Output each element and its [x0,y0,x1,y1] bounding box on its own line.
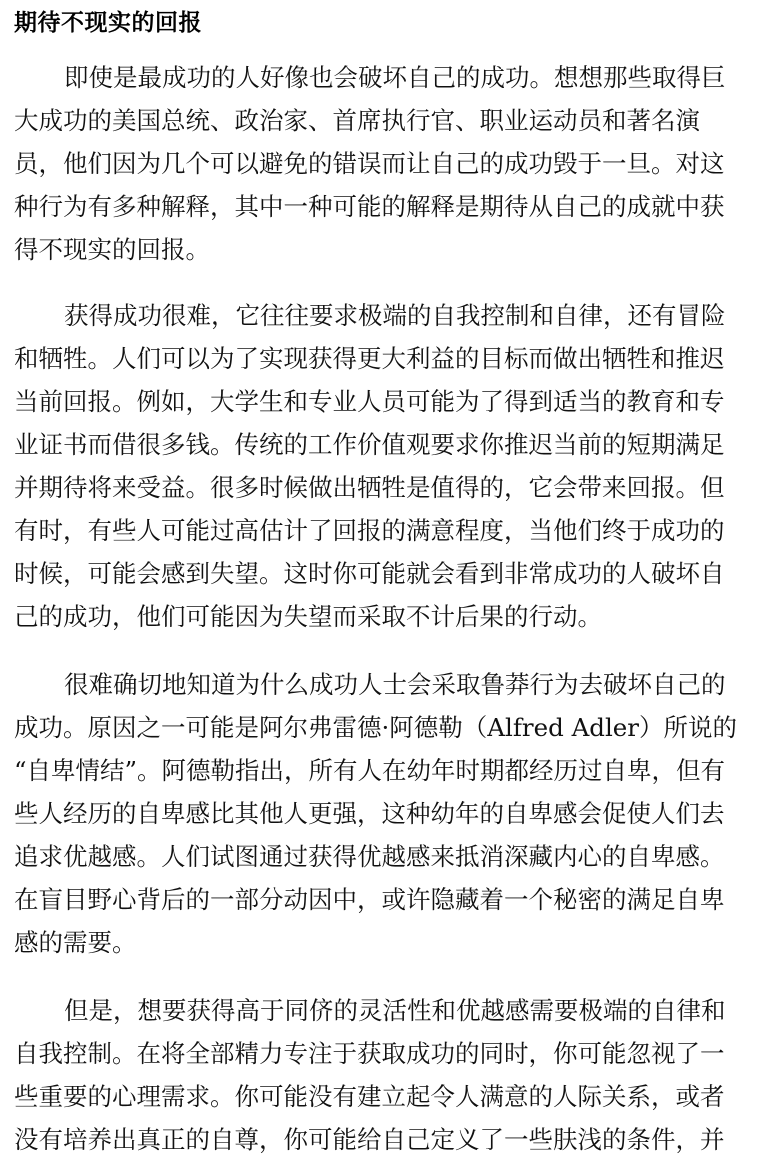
text-line: “自卑情结”。阿德勒指出，所有人在幼年时期都经历过自卑，但有 [14,756,726,785]
text-line: 即使是最成功的人好像也会破坏自己的成功。想想那些取得巨 [64,63,726,92]
text-line: 有时，有些人可能过高估计了回报的满意程度，当他们终于成功的 [14,516,725,545]
text-line: 在盲目野心背后的一部分动因中，或许隐藏着一个秘密的满足自卑 [14,885,725,914]
text-line: 很难确切地知道为什么成功人士会采取鲁莽行为去破坏自己的 [64,670,726,699]
paragraph-3 [14,663,750,964]
paragraph-1 [14,56,750,271]
text-line: 没有培养出真正的自尊，你可能给自己定义了一些肤浅的条件，并 [14,1125,725,1154]
text-line: 感的需要。 [14,928,137,957]
text-line: 获得成功很难，它往往要求极端的自我控制和自律，还有冒险 [64,301,726,330]
text-line: 成功。原因之一可能是阿尔弗雷德·阿德勒（Alfred Adler）所说的 [14,713,737,742]
text-line: 追求优越感。人们试图通过获得优越感来抵消深藏内心的自卑感。 [14,842,725,871]
text-line: 些重要的心理需求。你可能没有建立起令人满意的人际关系，或者 [14,1082,725,1111]
text-line: 时候，可能会感到失望。这时你可能就会看到非常成功的人破坏自 [14,559,725,588]
text-line: 己的成功，他们可能因为失望而采取不计后果的行动。 [14,602,602,631]
text-line: 业证书而借很多钱。传统的工作价值观要求你推迟当前的短期满足 [14,430,725,459]
text-line: 和牺牲。人们可以为了实现获得更大利益的目标而做出牺牲和推迟 [14,344,725,373]
text-line: 些人经历的自卑感比其他人更强，这种幼年的自卑感会促使人们去 [14,799,725,828]
text-line: 员，他们因为几个可以避免的错误而让自己的成功毁于一旦。对这 [14,149,725,178]
text-line: 得不现实的回报。 [14,235,210,264]
text-line: 种行为有多种解释，其中一种可能的解释是期待从自己的成就中获 [14,192,725,221]
section-title: 期待不现实的回报 [14,10,202,36]
text-line: 大成功的美国总统、政治家、首席执行官、职业运动员和著名演 [14,106,700,135]
text-line: 自我控制。在将全部精力专注于获取成功的同时，你可能忽视了一 [14,1039,725,1068]
text-line: 当前回报。例如，大学生和专业人员可能为了得到适当的教育和专 [14,387,725,416]
paragraph-2 [14,294,750,638]
paragraph-4 [14,989,750,1161]
text-line: 并期待将来受益。很多时候做出牺牲是值得的，它会带来回报。但 [14,473,725,502]
text-line: 但是，想要获得高于同侪的灵活性和优越感需要极端的自律和 [64,996,726,1025]
